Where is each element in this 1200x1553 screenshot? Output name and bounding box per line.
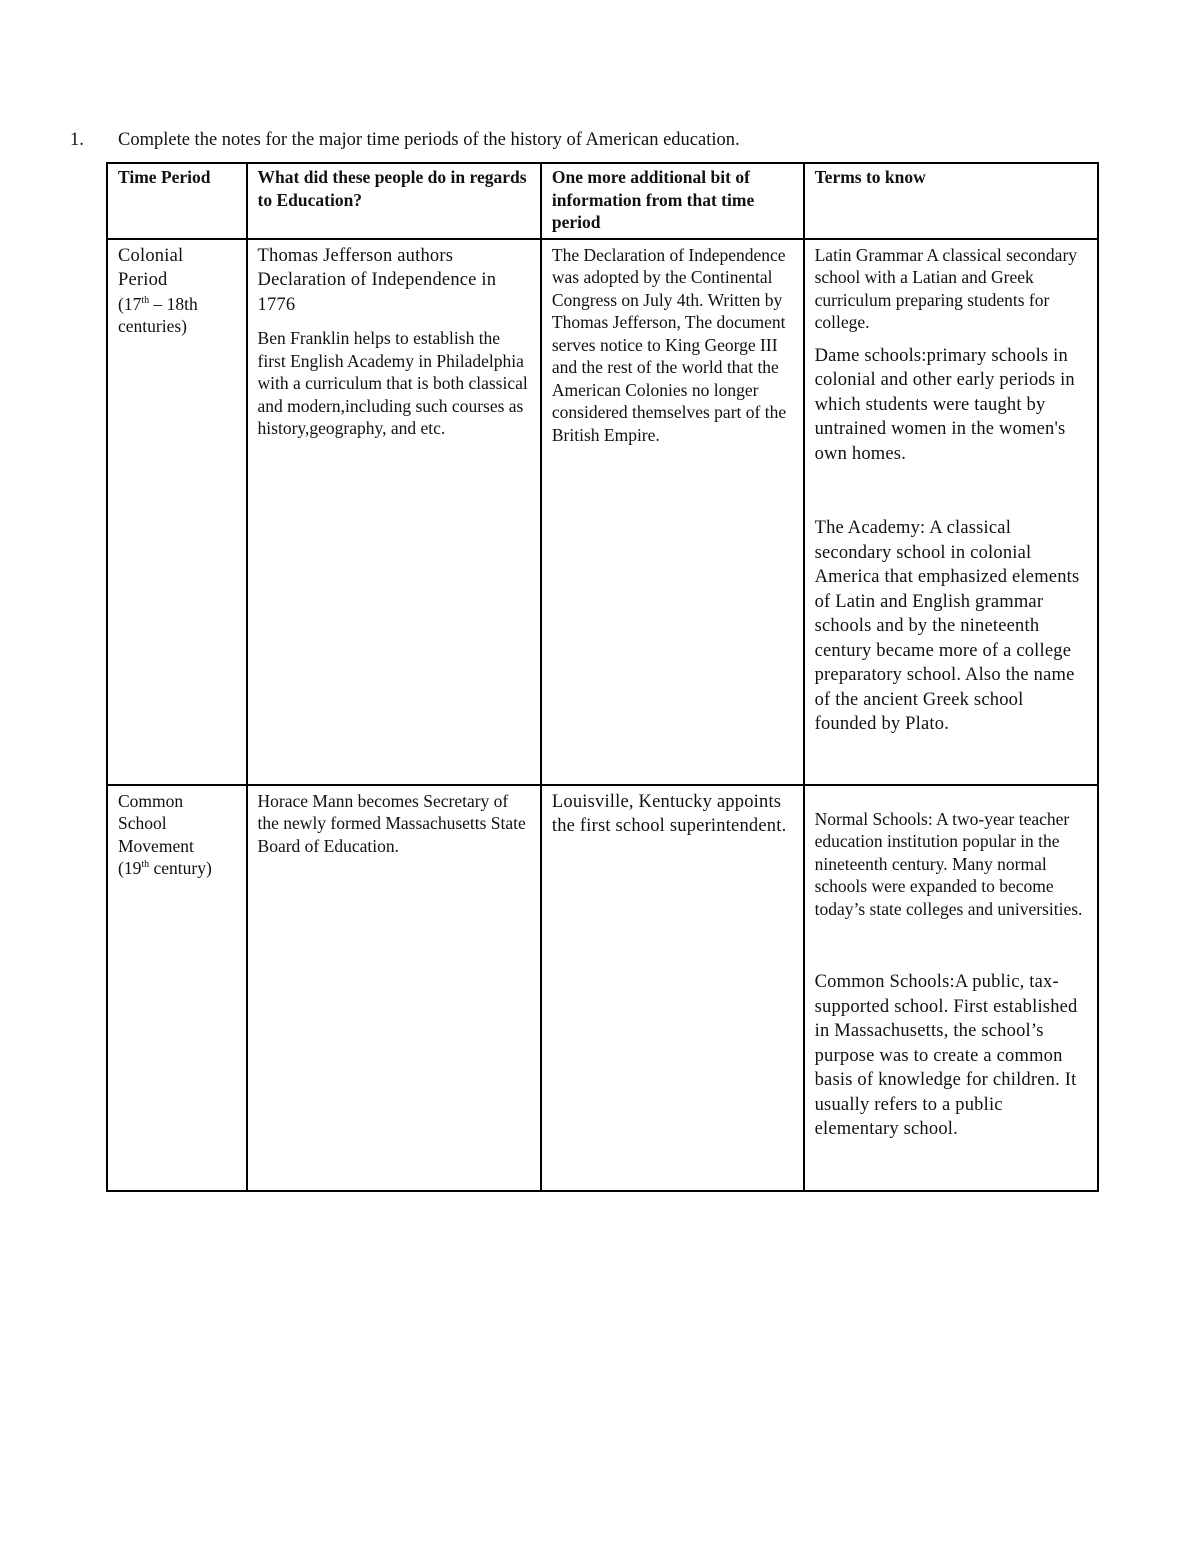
people-entry: Horace Mann becomes Secretary of the newly formed Massachusetts State Board of Education. <box>257 790 526 856</box>
period-range-start: (17 <box>118 293 142 314</box>
term-entry: Common Schools:A public, tax-supported school. First established in Massachusetts, the school’s purpose was to create a common basis of knowledge for children. It usually refers to a public elementary school. <box>814 972 1078 1139</box>
info-entry: The Declaration of Independence was adopted by the Continental Congress on July 4th. Written by Thomas Jefferson, The document serves notice to King George III and the rest of the world that the American Colonies no longer considered themselves part of the British Empire. <box>551 244 787 445</box>
history-notes-table <box>106 162 1099 1192</box>
cell-time-period <box>107 785 247 1191</box>
table-header-row <box>107 163 1098 239</box>
table-row-common-school-movement <box>107 785 1098 1191</box>
period-range-end: – 18th centuries) <box>118 293 198 336</box>
people-entry: Thomas Jefferson authors Declaration of Independence in 1776 <box>257 245 497 315</box>
info-entry: Louisville, Kentucky appoints the first school superintendent. <box>551 791 787 836</box>
cell-terms <box>804 785 1098 1191</box>
term-entry: Dame schools:primary schools in colonial and other early periods in which students were taught by untrained women in the women's own homes. <box>814 345 1075 464</box>
cell-terms <box>804 239 1098 785</box>
cell-time-period <box>107 239 247 785</box>
period-range-superscript: th <box>141 859 150 871</box>
people-entry: Ben Franklin helps to establish the first English Academy in Philadelphia with a curriculum that is both classical and modern,including such courses as history,geography, and etc. <box>257 328 528 438</box>
header-terms-to-know: Terms to know <box>804 163 1098 239</box>
term-entry: Latin Grammar A classical secondary school with a Latian and Greek curriculum preparing students for college. <box>814 244 1078 332</box>
question-number: 1. <box>70 130 84 150</box>
cell-additional-info <box>541 239 804 785</box>
table-row-colonial-period <box>107 239 1098 785</box>
question-text: Complete the notes for the major time periods of the history of American education. <box>118 130 740 150</box>
header-time-period: Time Period <box>107 163 247 239</box>
cell-additional-info <box>541 785 804 1191</box>
cell-people <box>247 785 541 1191</box>
period-name: Common School Movement <box>118 790 194 856</box>
period-range-superscript: th <box>141 294 150 306</box>
period-range-end: century) <box>149 858 212 878</box>
question-prompt <box>70 128 740 152</box>
period-range-start: (19 <box>118 858 142 878</box>
term-entry: The Academy: A classical secondary school in colonial America that emphasized elements of Latin and English grammar schools and by the nineteenth century became more of a college preparatory school. Also the name of the ancient Greek school founded by Plato. <box>814 518 1080 734</box>
cell-people <box>247 239 541 785</box>
term-entry: Normal Schools: A two-year teacher education institution popular in the nineteenth century. Many normal schools were expanded to become today’s state colleges and universities. <box>814 808 1083 919</box>
header-additional-info: One more additional bit of information from that time period <box>541 163 804 239</box>
header-what-did-people-do: What did these people do in regards to Education? <box>247 163 541 239</box>
period-name: Colonial Period <box>118 245 184 290</box>
